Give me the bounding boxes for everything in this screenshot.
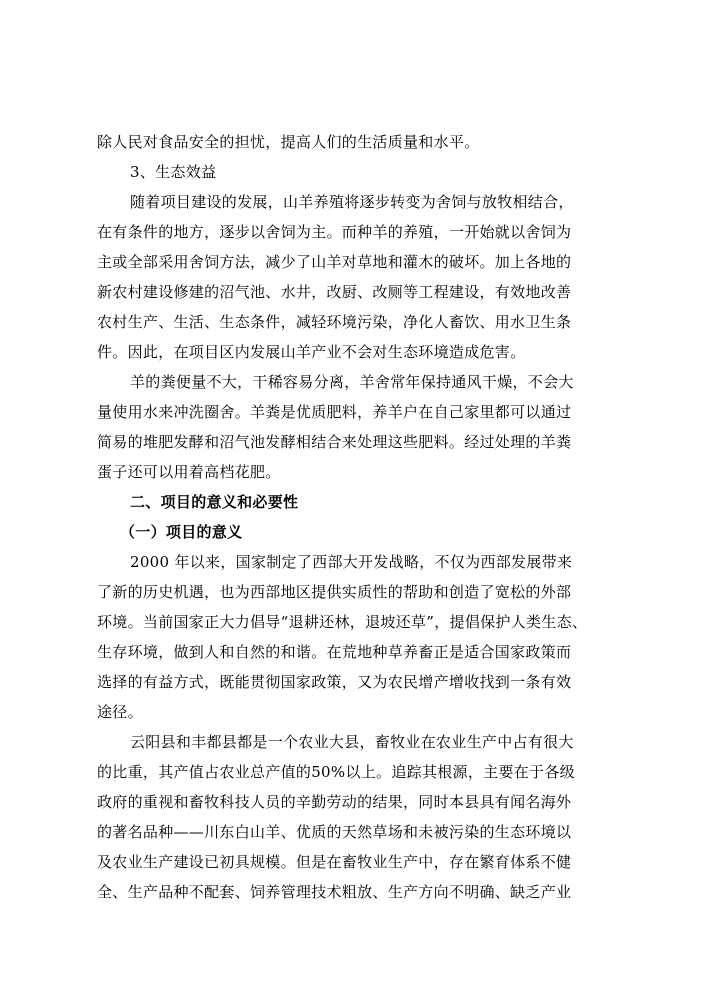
paragraph-line: 全、生产品种不配套、饲养管理技术粗放、生产方向不明确、缺乏产业 <box>97 883 572 901</box>
paragraph-line: 途径。 <box>97 703 143 721</box>
paragraph-line: 新农村建设修建的沼气池、水井，改厨、改厕等工程建设，有效地改善 <box>97 283 572 301</box>
paragraph-line: 件。因此，在项目区内发展山羊产业不会对生态环境造成危害。 <box>97 343 526 361</box>
paragraph-line: 量使用水来冲洗圈舍。羊粪是优质肥料，养羊户在自己家里都可以通过 <box>97 403 572 421</box>
paragraph-line: 环境。当前国家正大力倡导“退耕还林，退坡还草”，提倡保护人类生态、 <box>97 613 588 631</box>
subsection-heading: （一）项目的意义 <box>120 523 243 541</box>
paragraph-line: 政府的重视和畜牧科技人员的辛勤劳动的结果，同时本县具有闻名海外 <box>97 793 572 811</box>
paragraph-line: 随着项目建设的发展，山羊养殖将逐步转变为舍饲与放牧相结合， <box>130 193 574 211</box>
paragraph-line: 简易的堆肥发酵和沼气池发酵相结合来处理这些肥料。经过处理的羊粪 <box>97 433 572 451</box>
paragraph-line: 了新的历史机遇，也为西部地区提供实质性的帮助和创造了宽松的外部 <box>97 583 572 601</box>
paragraph-line: 云阳县和丰都县都是一个农业大县，畜牧业在农业生产中占有很大 <box>130 733 574 751</box>
paragraph-line: 主或全部采用舍饲方法，减少了山羊对草地和灌木的破坏。加上各地的 <box>97 253 572 271</box>
subsection-heading: 3、生态效益 <box>130 163 217 181</box>
paragraph-line: 除人民对食品安全的担忧，提高人们的生活质量和水平。 <box>97 133 480 151</box>
paragraph-line: 及农业生产建设已初具规模。但是在畜牧业生产中，存在繁育体系不健 <box>97 853 572 871</box>
paragraph-line: 蛋子还可以用着高档花肥。 <box>97 463 281 481</box>
paragraph-line: 2000 年以来，国家制定了西部大开发战略，不仅为西部发展带来 <box>130 553 573 571</box>
paragraph-line: 的著名品种——川东白山羊、优质的天然草场和未被污染的生态环境以 <box>97 823 572 841</box>
paragraph-line: 农村生产、生活、生态条件，减轻环境污染，净化人畜饮、用水卫生条 <box>97 313 572 331</box>
paragraph-line: 羊的粪便量不大，干稀容易分离，羊舍常年保持通风干燥，不会大 <box>130 373 574 391</box>
section-heading: 二、项目的意义和必要性 <box>130 493 299 511</box>
paragraph-line: 在有条件的地方，逐步以舍饲为主。而种羊的养殖，一开始就以舍饲为 <box>97 223 572 241</box>
paragraph-line: 的比重，其产值占农业总产值的50%以上。追踪其根源，主要在于各级 <box>97 763 575 781</box>
paragraph-line: 选择的有益方式，既能贯彻国家政策，又为农民增产增收找到一条有效 <box>97 673 572 691</box>
paragraph-line: 生存环境，做到人和自然的和谐。在荒地种草养畜正是适合国家政策而 <box>97 643 572 661</box>
